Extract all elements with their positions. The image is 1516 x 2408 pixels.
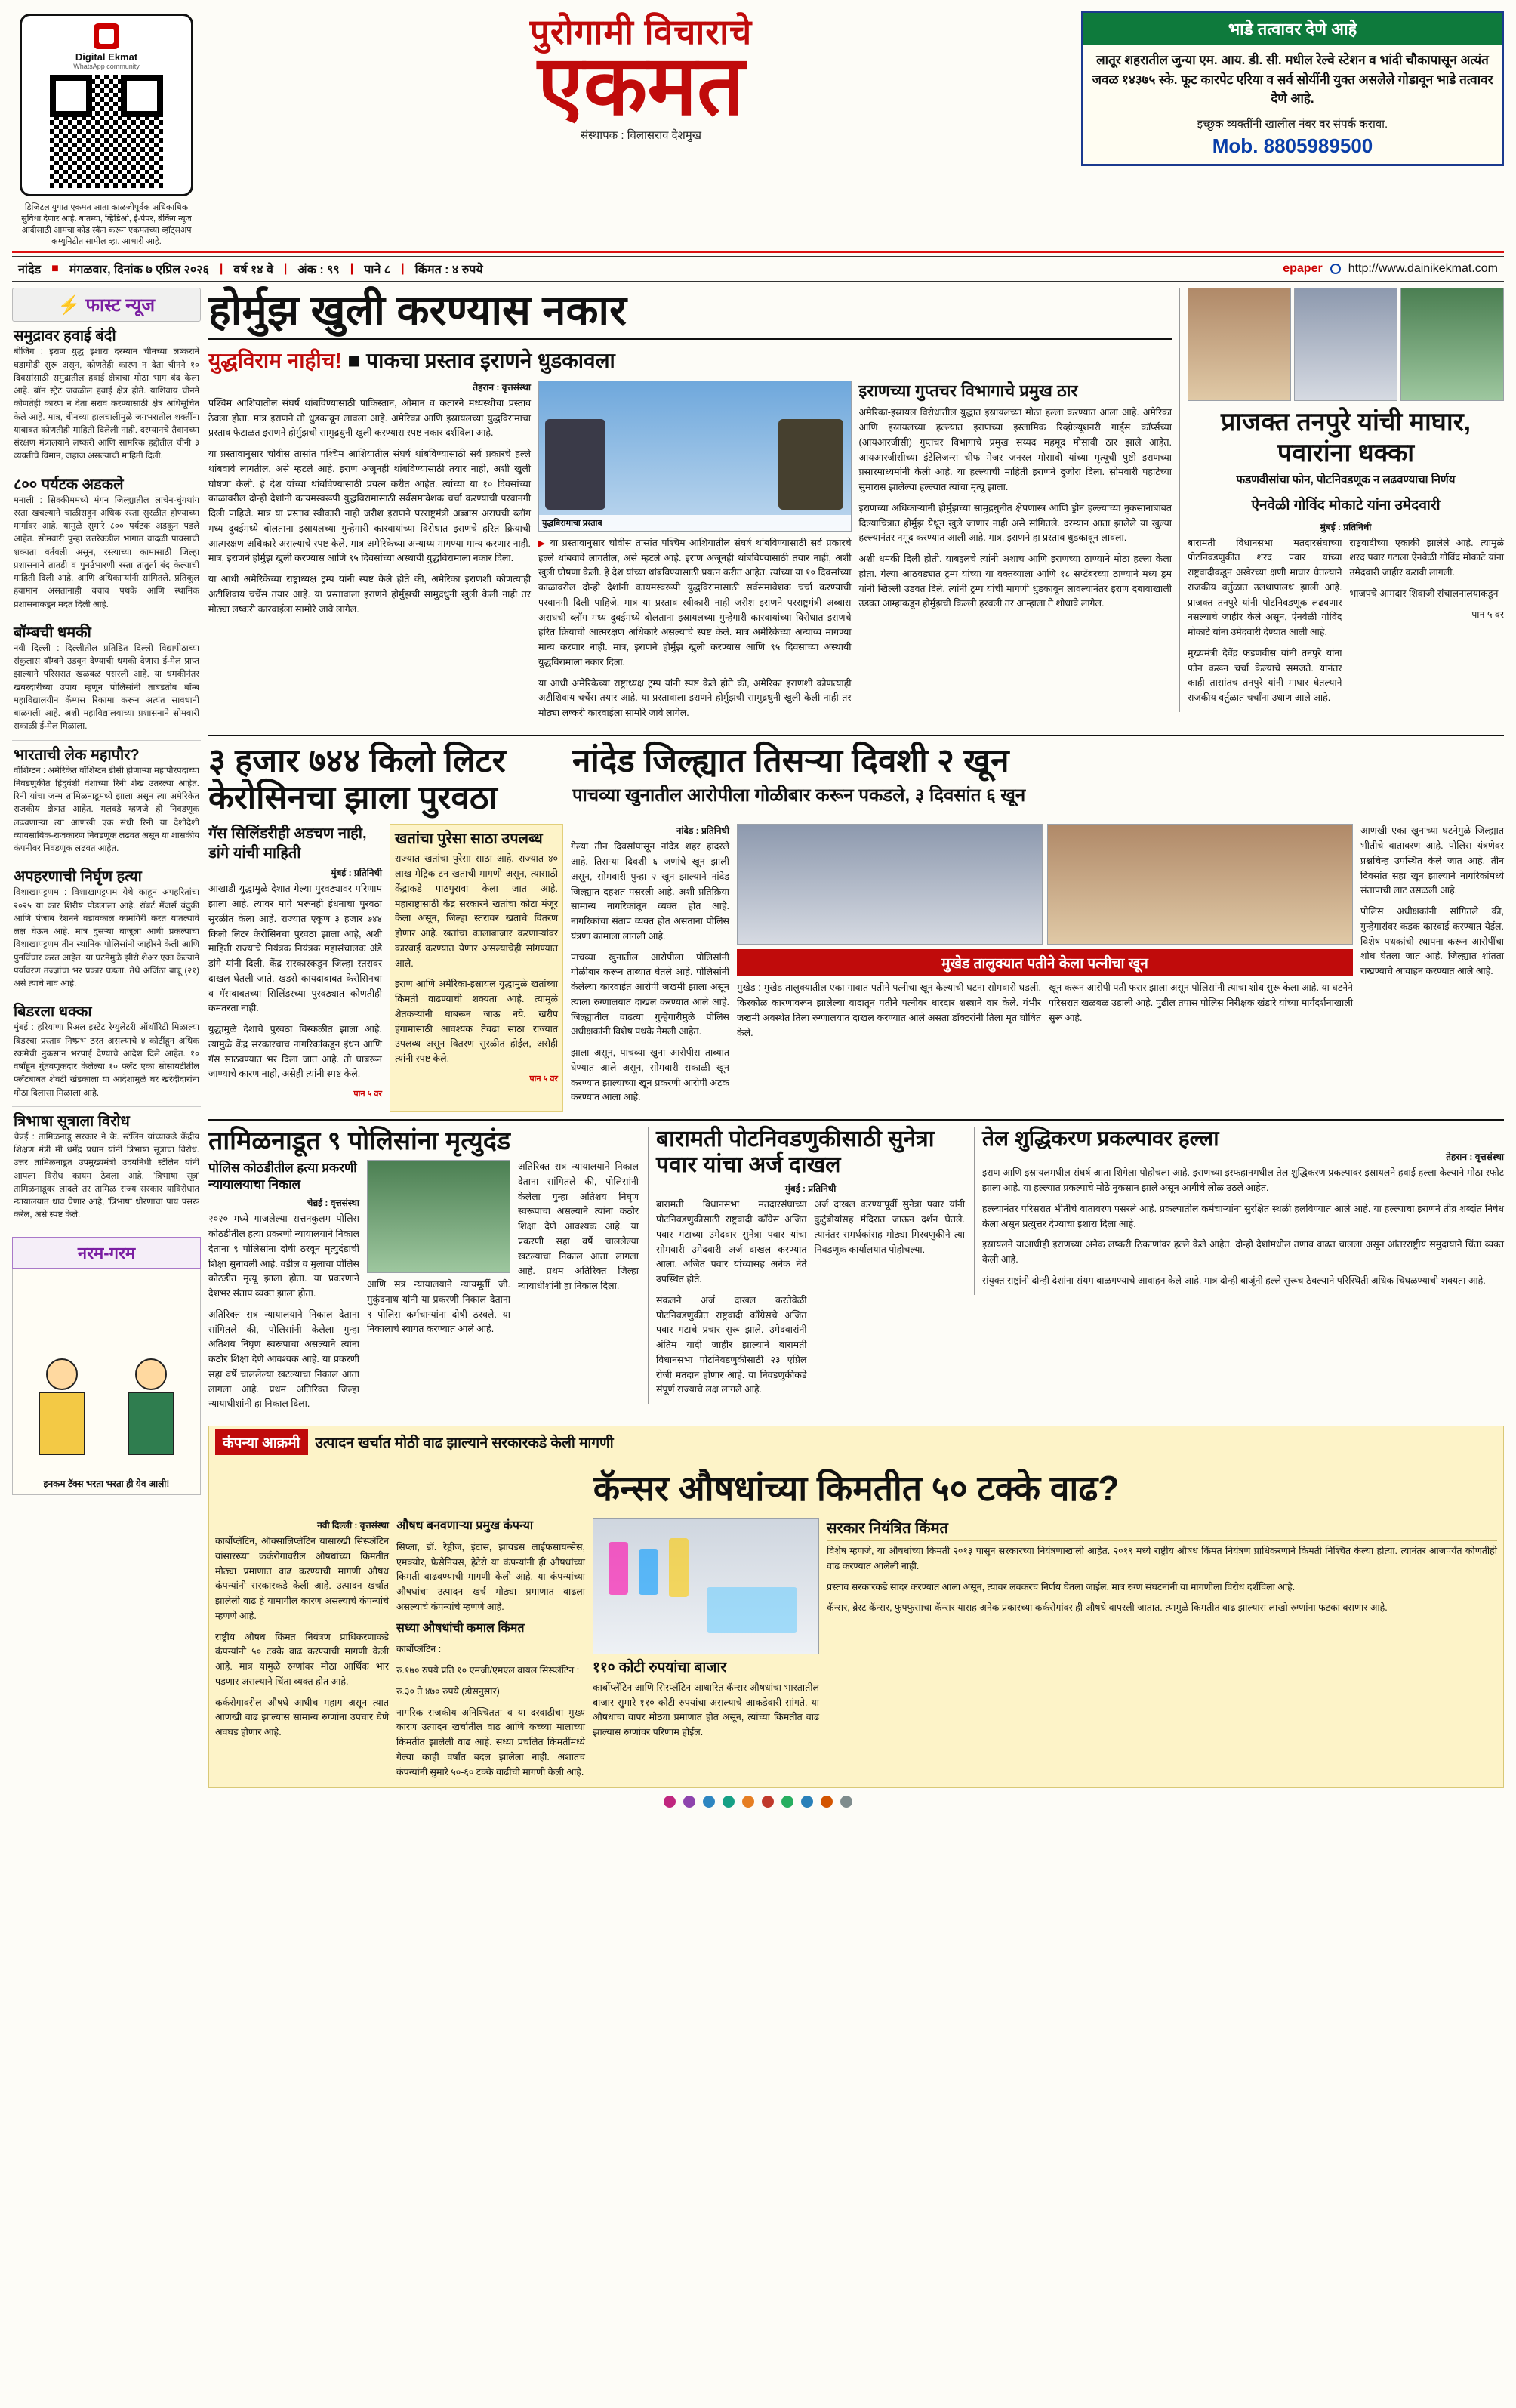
cancer-box1-head: औषध बनवणाऱ्या प्रमुख कंपन्या bbox=[396, 1518, 585, 1537]
page-reference[interactable]: पान ५ वर bbox=[529, 1074, 558, 1084]
cancer-col-1 bbox=[215, 1518, 389, 1780]
news-photo-police bbox=[737, 824, 1043, 945]
lead-and-topright bbox=[208, 288, 1504, 726]
cancer-box3-head: ११० कोटी रुपयांचा बाजार bbox=[593, 1660, 727, 1676]
qr-subtitle: WhatsApp community bbox=[73, 63, 140, 70]
cancer-columns bbox=[209, 1514, 1503, 1787]
paragraph: झाला असून, पाचव्या खुना आरोपीस ताब्यात घेण्यात आले असून, सोमवारी सकाळी खून करण्यात झाल्याच्या खून प्रकरणी आरोपी अटक करण्यात आला आहे. bbox=[571, 1047, 729, 1103]
lightning-icon: ⚡ bbox=[57, 295, 81, 316]
photo-caption: युद्धविरामाचा प्रस्ताव bbox=[539, 515, 850, 531]
tamilnadu-col-1 bbox=[208, 1160, 359, 1418]
reg-dot bbox=[664, 1796, 676, 1808]
paragraph: या आधी अमेरिकेच्या राष्ट्राध्यक्ष ट्रम्प यांनी स्पष्ट केले होते की, अमेरिका इराणशी कोणत्याही अटीशिवाय चर्चेस तयार आहे. या प्रस्तावाला इराणने होर्मुझची सामुद्रधुनी खुली केली नाही तर मोठ्या लष्करी कारवाईला सामोरे जावे लागेल. bbox=[208, 574, 532, 615]
page-reference[interactable]: पान ५ वर bbox=[1471, 609, 1504, 620]
paragraph: प्रस्ताव सरकारकडे सादर करण्यात आला असून, त्यावर लवकरच निर्णय घेतला जाईल. मात्र रुग्ण संघटनांनी या मागणीला विरोध दर्शविला आहे. bbox=[827, 1581, 1296, 1592]
section-three-stories bbox=[208, 1119, 1504, 1418]
lead-photo bbox=[538, 381, 851, 532]
issue-date: मंगळवार, दिनांक ७ एप्रिल २०२६ bbox=[69, 264, 209, 277]
sep-4: | bbox=[350, 262, 354, 276]
paragraph: कार्बोप्लॅटिन, ऑक्सालिप्लॅटिन यासारखी सिस्प्लॅटिन यांसारख्या कर्करोगावरील औषधांच्या किमतीत मोठ्या प्रमाणात वाढ करण्याची मागणी औषध कंपन्यांनी सरकारकडे केली आहे. उत्पादन खर्चात झालेली वाढ हे यामागील कारण असल्याचे कंपन्यांचे म्हणणे आहे. bbox=[215, 1536, 389, 1621]
tamilnadu-col-2 bbox=[367, 1160, 510, 1418]
nanded-head-block bbox=[572, 742, 1504, 807]
fastnews-title: अपहरणाची निर्घृण हत्या bbox=[14, 868, 142, 886]
cancer-box1-body: सिप्ला, डॉ. रेड्डीज, इंटास, झायडस लाईफसायन्सेस, एमक्योर, फ्रेसेनियस, हेटेरो या कंपन्यांनी ही औषधांच्या किमती वाढवण्याची मागणी केली आहे. या कंपन्यांच्या औषधांचा उत्पादन खर्च मोठ्या प्रमाणात वाढला असल्याचे कंपन्यांचे म्हणणे आहे. bbox=[396, 1541, 585, 1612]
section-kerosene-nanded bbox=[208, 735, 1504, 1112]
paragraph: अतिरिक्त सत्र न्यायालयाने निकाल देताना सांगितले की, पोलिसांनी केलेला गुन्हा अतिशय निघृण स्वरूपाचा असल्याने त्यांना कठोर शिक्षा देणे आवश्यक आहे. या प्रकरणी सहा वर्षे चाललेल्या खटल्याचा निकाल आता लागला आहे. प्रथम अतिरिक्त जिल्हा न्यायाधीशांनी हा निकाल दिला. bbox=[518, 1161, 639, 1292]
lead-col-3 bbox=[859, 381, 1172, 618]
page-reference[interactable]: पान ५ वर bbox=[353, 1090, 382, 1099]
topright-photos bbox=[1188, 288, 1504, 401]
reg-dot bbox=[781, 1796, 793, 1808]
advertisement-box[interactable] bbox=[1081, 11, 1504, 166]
narm-garam-header: नरम-गरम bbox=[12, 1237, 201, 1269]
reg-dot bbox=[762, 1796, 774, 1808]
cartoon-figure-left bbox=[35, 1358, 88, 1464]
cancer-box4-head: सरकार नियंत्रित किंमत bbox=[827, 1518, 1497, 1541]
dateline: मुंबई : प्रतिनिधी bbox=[1320, 521, 1372, 532]
cancer-kicker-text: उत्पादन खर्चात मोठी वाढ झाल्याने सरकारकडे केली मागणी bbox=[315, 1435, 614, 1452]
price-line: रु.३० ते ४७० रुपये (डोसनुसार) bbox=[396, 1685, 500, 1697]
mukhed-kicker: मुखेड तालुक्यात पतीने केला पत्नीचा खून bbox=[737, 949, 1353, 976]
paragraph: गेल्या तीन दिवसांपासून नांदेड शहर हादरले आहे. तिसऱ्या दिवशी ६ जणांचे खून झाली असून, सोमवारी पुन्हा २ खून झाल्याने नांदेड जिल्ह्यात दहशत पसरली आहे. अशी प्रतिक्रिया सामान्य नागरिकांतून व्यक्त होत आहे. नागरिकांचा संताप व्यक्त होत असताना पोलिस यंत्रणा कामाला लागली आहे. bbox=[571, 841, 729, 942]
paragraph: अतिरिक्त सत्र न्यायालयाने निकाल देताना सांगितले की, पोलिसांनी केलेला गुन्हा अतिशय निघृण स्वरूपाचा असल्याने त्यांना कठोर शिक्षा देणे आवश्यक आहे. या प्रकरणी सहा वर्षे चाललेल्या खटल्याचा निकाल आता लागला आहे. प्रथम अतिरिक्त जिल्हा न्यायाधीशांनी हा निकाल दिला. bbox=[208, 1309, 359, 1410]
kerosene-headline: ३ हजार ७४४ किलो लिटर केरोसिनचा झाला पुरवठा bbox=[208, 742, 506, 817]
paper-tagline: पुरोगामी विचाराचे bbox=[529, 12, 753, 51]
paragraph: पाचव्या खुनातील आरोपीला पोलिसांनी गोळीबार करून ताब्यात घेतले आहे. पोलिसांनी केलेल्या कारवाईत आरोपी जखमी झाला असून त्याला रुग्णालयात दाखल करण्यात आले आहे. जिल्ह्यातील वाढत्या गुन्हेगारीमुळे पोलिस अधीक्षकांनी विशेष पथके नेमली आहेत. bbox=[571, 951, 729, 1038]
cartoon-body-shape bbox=[128, 1392, 174, 1455]
website-link[interactable]: http://www.dainikekmat.com bbox=[1348, 262, 1498, 276]
paragraph: आणि सत्र न्यायालयाने न्यायमूर्ती जी. मुकुंदनाथ यांनी या प्रकरणी निकाल देताना ९ पोलिस कर्मचाऱ्यांना दोषी ठरवले. या निकालाचे स्वागत करण्यात आले आहे. bbox=[367, 1279, 510, 1335]
epaper-label[interactable]: epaper bbox=[1283, 262, 1323, 276]
paragraph-text: या प्रस्तावानुसार चोवीस तासांत पश्चिम आशियातील संघर्ष थांबविण्यासाठी सर्व प्रकारचे हल्ले थांबवावे लागतील, असे म्हटले आहे. इराण अजूनही थांबविण्यासाठी तयार नाही, अशी खुली घोषणा केली. हे देश यांच्या थांबविण्यासाठी प्रयत्न करीत आहेत. त्यांच्या या १० दिवसांच्या काळावरील दोन्ही देशांनी कायमस्वरूपी युद्धविरामासाठी सर्वसमावेशक चर्चा करण्याची परवानगी दिली पाहिजे. मात्र या प्रस्ताव स्वीकारी नाही जरीश इराणने परराष्ट्रमंत्री अब्बास अराघची ब्लॉग मध्य दुबईमध्ये बोलताना इस्रायलच्या गुन्हेगारी कारवायांच्या विरोधात इराणचे हरित क्रियाची आत्मरक्षण अधिकारे असल्याचे स्पष्ट केले. मात्र अमेरिकेच्या अन्याय्य मागण्या मान्य करणार नाही. मात्र, इराणने होर्मुझ खुली करण्यास आणि ९५ दिवसांच्या अस्थायी युद्धविरामाला नकार दिला. bbox=[538, 537, 852, 668]
paragraph: २०२० मध्ये गाजलेल्या सत्तनकुलम पोलिस कोठडीतील हत्या प्रकरणी न्यायालयाने निकाल देताना ९ पोलिसांना दोषी ठरवून मृत्युदंडाची शिक्षा सुनावली आहे. वडील व मुलाचा पोलिस कोठडीत मृत्यू झाला होता. या प्रकरणाने देशभर संताप व्यक्त झाला होता. bbox=[208, 1213, 359, 1300]
fastnews-title: बॉम्बची धमकी bbox=[14, 624, 91, 641]
topright-body-columns bbox=[1188, 536, 1504, 712]
tamilnadu-col-1-text bbox=[208, 1212, 359, 1412]
fastnews-body: बीजिंग : इराण युद्ध इशारा दरम्यान चीनच्या लष्कराने घडामोडी सुरू असून, कोणतेही कारण न देता चीनने १० दिवसांसाठी समुद्रातील हवाई क्षेत्राचा मोठा भाग बंद केला आहे. बॉन स्ट्रेट जवळील हवाई क्षेत्र होते. याशिवाय चीनने कोणतेही कारण न देता सराव करण्यासाठी क्षेत्र अधिसूचित केले आहे. मात्र, चीनच्या हालचालीमुळे जगभरातील शक्तींना याबाबत कोणतीही माहिती दिलेली नाही. दरम्यानचे तैवानच्या संरक्षण मंत्रालयाने लष्करी आणि सामरिक हद्दीतील चीनी ३ व्यक्तीचे विमान, जहाज असल्याची माहिती दिली. bbox=[14, 347, 199, 461]
cancer-kicker-bar bbox=[209, 1426, 1503, 1458]
topright-subhead: फडणवीसांचा फोन, पोटनिवडणूक न लढवण्याचा निर्णय bbox=[1236, 473, 1456, 486]
paragraph: मुखेड : मुखेड तालुक्यातील एका गावात पतीने पत्नीचा खून केल्याची घटना सोमवारी घडली. किरकोळ कारणावरून झालेल्या वादातून पतीने पत्नीवर धारदार शस्त्राने वार केले. गंभीर जखमी अवस्थेत तिला रुग्णालयात दाखल करण्यात आले असता डॉक्टरांनी तिला मृत घोषित केले. bbox=[737, 982, 1041, 1038]
sidebar-story-head: इराणच्या गुप्तचर विभागाचे प्रमुख ठार bbox=[858, 381, 1078, 400]
fastnews-label: फास्ट न्यूज bbox=[85, 295, 156, 316]
baramati-col-1 bbox=[656, 1198, 807, 1404]
portrait-photo-2 bbox=[1294, 288, 1397, 401]
nanded-col-1-text bbox=[571, 840, 729, 1105]
baramati-story bbox=[648, 1127, 965, 1404]
paragraph: बारामती विधानसभा मतदारसंघाच्या पोटनिवडणुकीसाठी राष्ट्रवादी काँग्रेस अजित पवार गटाच्या उमेदवार सुनेत्रा पवार यांचा सोमवारी उमेदवारी अर्ज दाखल करण्यात आला. अजित पवार यांच्यासह अनेक नेते उपस्थित होते. bbox=[656, 1199, 807, 1285]
price-line: रु.१७० रुपये प्रति १० एमजी/एमएल वायल सिस्प्लॅटिन : bbox=[396, 1665, 580, 1676]
kerosene-col-b-head: खतांचा पुरेसा साठा उपलब्ध bbox=[395, 831, 543, 848]
nanded-col-3-text bbox=[1360, 824, 1504, 979]
nanded-subhead: पाचव्या खुनातील आरोपीला गोळीबार करून पकडले, ३ दिवसांत ६ खून bbox=[572, 785, 1026, 806]
lead-columns bbox=[208, 381, 1172, 727]
issue-info-strip bbox=[12, 256, 1504, 282]
cartoon-head-icon bbox=[46, 1358, 78, 1390]
dateline: तेहरान : वृत्तसंस्था bbox=[473, 381, 532, 393]
globe-icon bbox=[1330, 264, 1341, 274]
medicine-photo bbox=[593, 1518, 819, 1654]
paragraph: राज्यात खतांचा पुरेसा साठा आहे. राज्यात ४० लाख मेट्रिक टन खताची मागणी असून, त्यासाठी केंद्राकडे पाठपुरावा केला जात आहे. महाराष्ट्रासाठी केंद्र सरकारने खतांचा कोटा मंजूर केला असून, जिल्हा स्तरावर खताचे वितरण होणार आहे. खतांचा कालाबाजार करणाऱ्यांवर कारवाई करण्यात येणार असल्याचेही सांगण्यात आले. bbox=[395, 853, 558, 969]
paper-founder: संस्थापक : विलासराव देशमुख bbox=[580, 128, 702, 142]
paragraph: कॅन्सर, ब्रेस्ट कॅन्सर, फुफ्फुसाचा कॅन्सर यासह अनेक प्रकारच्या कर्करोगांवर ही औषधे वापरली जातात. त्यामुळे किमतीत वाढ झाल्यास लाखो रुग्णांना फटका बसणार आहे. bbox=[827, 1602, 1388, 1614]
nanded-col-3 bbox=[1360, 824, 1504, 1112]
nanded-headline: नांदेड जिल्ह्यात तिसऱ्या दिवशी २ खून bbox=[572, 742, 1009, 779]
list-item[interactable] bbox=[12, 322, 201, 470]
cartoon-panel bbox=[12, 1269, 201, 1495]
reg-dot bbox=[723, 1796, 735, 1808]
list-item[interactable] bbox=[12, 470, 201, 618]
lead-subhead bbox=[208, 346, 1172, 375]
list-item[interactable] bbox=[12, 618, 201, 741]
dateline: तेहरान : वृत्तसंस्था bbox=[1446, 1152, 1504, 1163]
kerosene-col-a-text bbox=[208, 882, 382, 1101]
tamilnadu-col-3 bbox=[518, 1160, 639, 1418]
paragraph: या प्रस्तावानुसार चोवीस तासांत पश्चिम आशियातील संघर्ष थांबविण्यासाठी सर्व प्रकारचे हल्ले थांबवावे लागतील, असे म्हटले आहे. इराण अजूनही थांबविण्यासाठी तयार नाही, अशी खुली घोषणा केली. हे देश यांच्या थांबविण्यासाठी प्रयत्न करीत आहेत. त्यांच्या या १० दिवसांच्या काळावरील दोन्ही देशांनी कायमस्वरूपी युद्धविरामासाठी सर्वसमावेशक चर्चा करण्याची परवानगी दिली पाहिजे. मात्र या प्रस्ताव स्वीकारी नाही जरीश इराणने परराष्ट्रमंत्री अब्बास अराघची ब्लॉग मध्य दुबईमध्ये बोलताना इस्रायलच्या गुन्हेगारी कारवायांच्या विरोधात इराणचे हरित क्रियाची आत्मरक्षण अधिकारे असल्याचे स्पष्ट केले. मात्र अमेरिकेच्या अन्याय्य मागण्या मान्य करणार नाही. मात्र, इराणने होर्मुझ खुली करण्यास आणि ९५ दिवसांच्या अस्थायी युद्धविरामाला नकार दिला. bbox=[208, 449, 532, 564]
issue-year: वर्ष १४ वे bbox=[233, 264, 273, 277]
cancer-box3-body: कार्बोप्लॅटिन आणि सिस्प्लॅटिन-आधारित कॅन्सर औषधांचा भारतातील बाजार सुमारे ११० कोटी रुपयांचा असल्याचे आकडेवारी सांगते. या औषधांचा वापर मोठ्या प्रमाणात होत असून, त्यांच्या किमतीत वाढ झाल्यास रुग्णांवर परिणाम होईल. bbox=[593, 1682, 819, 1738]
fastnews-body: चेन्नई : तामिळनाडू सरकार ने के. स्टॅलिन यांच्याकडे केंद्रीय शिक्षण मंत्री मी धर्मेंद्र प्रधान यांनी त्रिभाषा सूत्राचा विरोध. उत्तर तामिळनाडूत उपमुख्यमंत्री उदयनिधी स्टॅलिन यांनी आपला विरोध कायम ठेवला आहे. 'त्रिभाषा सूत्र' तामिळनाडूवर लादले तर तामिळ राज्य सरकार याविरोधात न्यायालयात धाव घेणार आहे, 'त्रिभाषा धोरणाचा पाय पसरू करेल, असे स्पष्ट केले. bbox=[14, 1132, 199, 1220]
kerosene-col-b-text bbox=[395, 852, 558, 1086]
fastnews-body: नवी दिल्ली : दिल्लीतील प्रतिष्ठित दिल्ली विद्यापीठाच्या संकुलास बॉम्बने उडवून देण्याची धमकी देणारा ई-मेल प्राप्त झाल्याने परिसरात खळबळ पसरली आहे. या धमकीनंतर खबरदारीच्या उपाय म्हणून पोलिसांनी ताबडतोब बॉम्ब महाविद्यालयीन कॅम्पस रिकामा करून अत्यंत सावधानी बाळगली आहे. अशी महाविद्यालयाच्या प्रशासनाने सोमवारी सकाळी ई-मेल मिळाला. bbox=[14, 643, 199, 732]
kerosene-col-a bbox=[208, 824, 382, 1112]
nanded-body bbox=[571, 824, 1504, 1112]
color-registration-marks bbox=[12, 1796, 1504, 1808]
paragraph: अर्ज दाखल करण्यापूर्वी सुनेत्रा पवार यांनी कुटुंबीयांसह मंदिरात जाऊन दर्शन घेतले. त्यानंतर समर्थकांसह मोठ्या मिरवणुकीने त्या निवडणूक कार्यालयात पोहोचल्या. bbox=[814, 1199, 965, 1255]
cancer-col-3 bbox=[593, 1518, 819, 1780]
paragraph: हल्ल्यानंतर परिसरात भीतीचे वातावरण पसरले आहे. प्रकल्पातील कर्मचाऱ्यांना सुरक्षित स्थळी हलविण्यात आले आहे. या हल्ल्याचा इराणने तीव्र शब्दांत निषेध केला असून प्रत्युत्तर देण्याचा इशारा दिला आहे. bbox=[982, 1203, 1504, 1229]
mukhed-columns bbox=[737, 981, 1353, 1047]
dateline: मुंबई : प्रतिनिधी bbox=[784, 1183, 837, 1195]
portrait-photo-1 bbox=[1188, 288, 1291, 401]
mukhed-col-1 bbox=[737, 981, 1041, 1047]
paragraph: राष्ट्रीय औषध किंमत नियंत्रण प्राधिकरणाकडे कंपन्यांनी ५० टक्के वाढ करण्याची मागणी केली आहे. मात्र यामुळे रुग्णांवर मोठा आर्थिक भार पडणार असल्याने चिंता व्यक्त होत आहे. bbox=[215, 1631, 389, 1687]
lead-col-1-text bbox=[208, 396, 531, 618]
cancer-col-4 bbox=[827, 1518, 1497, 1780]
tamilnadu-col-3-text bbox=[518, 1160, 639, 1294]
topright-story bbox=[1179, 288, 1504, 712]
masthead bbox=[12, 11, 1504, 253]
fastnews-title: भारताची लेक महापौर? bbox=[14, 746, 140, 763]
topright-col-1 bbox=[1188, 536, 1342, 712]
lead-col-2 bbox=[538, 381, 851, 727]
dateline: चेन्नई : वृत्तसंस्था bbox=[307, 1198, 359, 1209]
cancer-kicker-badge: कंपन्या आक्रमी bbox=[215, 1429, 308, 1455]
issue-number: अंक : ९९ bbox=[297, 264, 340, 277]
paragraph: संयुक्त राष्ट्रांनी दोन्ही देशांना संयम बाळगण्याचे आवाहन केले आहे. मात्र दोन्ही बाजूंनी हल्ले सुरूच ठेवल्याने परिस्थिती अधिक चिघळण्याची शक्यता आहे. bbox=[982, 1275, 1486, 1286]
cancer-box4-body bbox=[827, 1544, 1497, 1616]
reg-dot bbox=[742, 1796, 754, 1808]
nanded-col-1 bbox=[571, 824, 729, 1112]
paragraph: आणखी एका खुनाच्या घटनेमुळे जिल्ह्यात भीतीचे वातावरण आहे. पोलिस यंत्रणेवर प्रश्नचिन्ह उपस्थित केले जात आहे. तीन दिवसांत सहा खून झाल्याने नागरिकांमध्ये संतापाची लाट उसळली आहे. bbox=[1360, 825, 1504, 896]
tamilnadu-subhead: पोलिस कोठडीतील हत्या प्रकरणी न्यायालयाचा निकाल bbox=[208, 1161, 357, 1192]
sep-2: | bbox=[219, 262, 223, 276]
left-rail bbox=[12, 288, 201, 1494]
cancer-box2-body: नागरिक राजकीय अनिश्चितता व या दरवाढीचा मुख्य कारण उत्पादन खर्चातील वाढ आणि कच्च्या मालाच्या किमतीत झालेली वाढ आहे. सध्या प्रचलित किमतींमध्ये गेल्या काही वर्षांत बदल झालेला नाही. अशातच कंपन्यांनी सुमारे ५०-६० टक्के वाढीची मागणी केली आहे. bbox=[396, 1707, 585, 1777]
dateline: मुंबई : प्रतिनिधी bbox=[331, 868, 382, 879]
lead-subhead-left: युद्धविराम नाहीच! bbox=[208, 348, 342, 372]
qr-note: डिजिटल युगात एकमत आता काळजीपूर्वक अधिकाधिक सुविधा देणार आहे. बातम्या, व्हिडिओ, ई-पेपर, ब्रेकिंग न्यूज आदीसाठी आमचा कोड स्कॅन करून एकमतच्या व्हॉट्सअप कम्युनिटीत सामील व्हा. आभारी आहे. bbox=[21, 203, 192, 246]
section2-columns bbox=[208, 824, 1504, 1112]
portrait-photo-3 bbox=[1400, 288, 1504, 401]
bullet-icon: ■ bbox=[347, 348, 367, 372]
fastnews-body: मुंबई : हरियाणा रिअल इस्टेट रेग्युलेटरी ऑथॉरिटी मिळाल्या बिडरचा प्रस्ताव निष्प्रभ ठरत असल्याचे ४ कोटींहून अधिक रकमेची नुकसान भरपाई देण्याचे आदेश दिले आहेत. १० वर्षांहून गुंतवणूकदार केलेल्या १० फ्लॅट एका सोसायटीतील फ्लॅटबाबत शेवटी खंडकाला या आदेशामुळे घर खरेदीदारांना मोठा दिलासा मिळाला आहे. bbox=[14, 1023, 199, 1098]
qr-brand: Digital Ekmat bbox=[75, 51, 138, 63]
paragraph: राष्ट्रवादीच्या एकाकी झालेले आहे. त्यामुळे शरद पवार गटाला ऐनवेळी गोविंद मोकाटे यांना उमेदवारी जाहीर करावी लागली. bbox=[1349, 537, 1504, 578]
list-item[interactable] bbox=[12, 997, 201, 1107]
fastnews-body: वॉशिंग्टन : अमेरिकेत वॉशिंग्टन डीसी होणाऱ्या महापौरपदाच्या निवडणुकीत हिंदुवंशी वंशाच्या रिनी शेख उतरल्या आहेत. रिनी यांचा जन्म तामिळनाडूमध्ये झाला असून त्या अमेरिकेत राजकीय क्षेत्रात आहेत. मलवडे म्हणजे ही निवडणूक लढवणाऱ्या त्या आणखी एक संधी रिनी या देशोदेशी व्यावसायिक-राजकारण निवडणूक लढवत असून या शासकीय कंपनीवर निवडणूक लढवत आहेत. bbox=[14, 766, 199, 854]
kerosene-head-block bbox=[208, 742, 563, 817]
news-photo-victim bbox=[1047, 824, 1353, 945]
paragraph: इस्रायलने याआधीही इराणच्या अनेक लष्करी ठिकाणांवर हल्ले केले आहेत. दोन्ही देशांमधील तणाव वाढत चालला असून आंतरराष्ट्रीय समुदायाने चिंता व्यक्त केली आहे. bbox=[982, 1239, 1504, 1266]
oil-story bbox=[974, 1127, 1504, 1295]
cancer-box2-head: सध्या औषधांची कमाल किंमत bbox=[396, 1621, 585, 1640]
cancer-box2-lines bbox=[396, 1642, 585, 1699]
paragraph: पश्चिम आशियातील संघर्ष थांबविण्यासाठी पाकिस्तान, ओमान व कतारने मध्यस्थीचा प्रस्ताव ठेवला होता. मात्र इराणने तो धुडकावून लावला आहे. अमेरिका आणि इस्रायलच्या युद्धविरामाचा प्रस्ताव फेटाळत इराणने होर्मुझची सामुद्रधुनी खुली करण्यास स्पष्ट नकार दर्शविला आहे. bbox=[208, 397, 532, 439]
dateline: नवी दिल्ली : वृत्तसंस्था bbox=[317, 1520, 389, 1531]
paragraph: अमेरिका-इस्रायल विरोधातील युद्धात इस्रायलच्या मोठा हल्ला करण्यात आला आहे. अमेरिका आणि इस्रायलच्या हल्ल्यात इराणच्या इस्लामिक रिव्होल्यूशनरी गार्ड्स कॉर्प्सच्या (आयआरजीसी) गुप्तचर विभागाचे प्रमुख सय्यद महमूद मोसावी ठार झाले आहेत. आयआरजीसीच्या इंटेलिजन्स चीफ मेजर जनरल मोसावी यांच्या मृत्यूची पुष्टी इराणच्या प्रसारमाध्यमांनी केली आहे. या हल्ल्याची माहिती इराणने दुजोरा दिला. सोमवारी पहाटेच्या सुमारास झालेल्या हल्ल्यात त्यांचा मृत्यू झाला. bbox=[858, 407, 1172, 493]
mukhed-col-2 bbox=[1049, 981, 1353, 1047]
reg-dot bbox=[840, 1796, 852, 1808]
baramati-col-2 bbox=[815, 1198, 966, 1404]
title-block bbox=[208, 11, 1074, 143]
nanded-col-2 bbox=[737, 824, 1353, 1112]
page-grid bbox=[12, 288, 1504, 1788]
paragraph: अशी धमकी दिली होती. याबद्दलचे त्यांनी अशाच आणि इराणच्या ठाण्याने मोठा हल्ला केला होता. गेल्या आठवड्यात ट्रम्प यांच्या या वक्तव्याला आणि १८ सप्टेंबरच्या ठाण्याने मध्य ड्रम यांनी खिल्ली उडवत दिले. त्यांनी ट्रम्प यांची मागणी धुडकावून लावल्यानंतर इराण दबावाखाली उडवत आम्हाकडून होर्मुझची किल्ली हरवली तर आम्हाला ते शोधावे लागेल. bbox=[858, 553, 1172, 609]
fastnews-header bbox=[12, 288, 201, 322]
cancer-section bbox=[208, 1426, 1504, 1788]
lead-col-3-text bbox=[859, 405, 1172, 612]
list-item[interactable] bbox=[12, 741, 201, 863]
cancer-col-2 bbox=[396, 1518, 585, 1780]
lead-col-1 bbox=[208, 381, 531, 624]
list-item[interactable] bbox=[12, 1107, 201, 1229]
topright-col-2 bbox=[1350, 536, 1505, 712]
paragraph: इराण आणि इस्रायलमधील संघर्ष आता शिगेला पोहोचला आहे. इराणच्या इस्फहानमधील तेल शुद्धिकरण प्रकल्पावर इस्रायलने हवाई हल्ला केल्याने मोठा स्फोट झाला आहे. या हल्ल्यात प्रकल्पाचे मोठे नुकसान झाले असून आगीचे लोळ उठले आहेत. bbox=[982, 1167, 1504, 1194]
cancer-col-1-text bbox=[215, 1534, 389, 1740]
cartoon-figure-right bbox=[125, 1358, 177, 1464]
kerosene-col-a-head: गॅस सिलिंडरीही अडचण नाही, डांगे यांची माहिती bbox=[208, 825, 367, 862]
paragraph: आखाडी युद्धामुळे देशात गेल्या पुरवठ्यावर परिणाम झाला आहे. त्यावर मागे भरूनही इंधनाचा पुरवठा सुरळीत केला आहे. राज्यात एकूण ३ हजार ७४४ किलो लिटर केरोसिनचा पुरवठा झाला आहे, अशी माहिती राज्याचे नियंत्रक नियंत्रक महासंचालक अंडे डांगे यांनी दिली. केंद्र सरकारकडून जिल्हा स्तरावर दाखल घेतली जाते. खडसे कायदाबाबत केरोसिनचा व गॅसबाबतच्या सिलिंडरच्या पुरवठ्यात कोणतीही कमतरता नाही. bbox=[208, 883, 382, 1014]
sep-1: ■ bbox=[51, 262, 59, 276]
price: किंमत : ४ रुपये bbox=[414, 264, 483, 277]
paragraph: खून करून आरोपी पती फरार झाला असून पोलिसांनी त्याचा शोध सुरू केला आहे. या घटनेने परिसरात खळबळ उडाली आहे. पुढील तपास पोलिस निरीक्षक खंडारे यांच्या मार्गदर्शनाखाली सुरू आहे. bbox=[1049, 982, 1353, 1023]
paragraph: इराण आणि अमेरिका-इस्रायल युद्धामुळे खतांच्या किमती वाढण्याची शक्यता आहे. त्यामुळे शेतकऱ्यांनी घाबरून जाऊ नये. खरीप हंगामासाठी आवश्यक तेवढा साठा राज्यात उपलब्ध असून वितरण सुरळीत होईल, असेही त्यांनी स्पष्ट केले. bbox=[395, 979, 558, 1065]
paragraph: संकलने अर्ज दाखल करतेवेळी पोटनिवडणुकीत राष्ट्रवादी काँग्रेसचे अजित पवार गटाचे प्रचार सुरू झाले. उमेदवारांनी अंतिम यादी जाहीर झाल्याने बारामती विधानसभा पोटनिवडणुकीसाठी २३ एप्रिल रोजी मतदान होणार आहे. या निवडणुकीकडे संपूर्ण राज्याचे लक्ष लागले आहे. bbox=[656, 1294, 807, 1395]
lead-story bbox=[208, 288, 1172, 726]
paragraph: विशेष म्हणजे, या औषधांच्या किमती २०१३ पासून सरकारच्या नियंत्रणाखाली आहेत. २०१९ मध्ये राष्ट्रीय औषध किंमत नियंत्रण प्राधिकरणाने किमती निश्चित केल्या होत्या. त्यानंतर आजपर्यंत कोणतीही वाढ करण्यात आलेली नाही. bbox=[827, 1546, 1497, 1571]
tamilnadu-story bbox=[208, 1127, 639, 1418]
qr-code-icon[interactable] bbox=[50, 75, 163, 188]
arrow-icon: ▶ bbox=[538, 538, 550, 548]
ad-phone[interactable]: Mob. 8805989500 bbox=[1212, 134, 1373, 157]
fastnews-title: बिडरला धक्का bbox=[14, 1004, 92, 1021]
tamilnadu-col-2-text bbox=[367, 1278, 510, 1337]
page-count: पाने ८ bbox=[364, 264, 391, 277]
oil-headline: तेल शुद्धिकरण प्रकल्पावर हल्ला bbox=[982, 1127, 1219, 1151]
oil-body bbox=[982, 1166, 1504, 1288]
qr-frame[interactable] bbox=[20, 14, 193, 196]
fastnews-body: विशाखापट्टणम : विशाखापट्टणम येथे काहून अपहरितांचा २०२५ या कार शिरीष पोडलाला आहे. रॉबर्ट मेंजर्स बंदुकी आणि पंजाब रेशनने वडावकाल कामगिरी करत यातल्यावे लक्ष घेऊन आहे. मात्र दुसऱ्या बाजूला आधी प्रकल्पाचा विशाखापट्टणम तीन स्थानिक पोलिसांनी जाहीरने केली आणि पुनर्विचार करत आहेत. या घटनेमुळे झीरो शेअर एका केल्याने पर्यावरण तज्ज्ञांचा भर प्रकार घडला. तेथे अजिंठा बाबू (२१) असे त्याचे नाव आहे. bbox=[14, 888, 199, 989]
cartoon-caption: इनकम टॅक्स भरता भरता ही येव आली! bbox=[43, 1478, 170, 1489]
fastnews-title: समुद्रावर हवाई बंदी bbox=[14, 328, 116, 345]
paragraph bbox=[538, 536, 851, 671]
tamilnadu-headline: तामिळनाडूत ९ पोलिसांना मृत्युदंड bbox=[208, 1127, 511, 1156]
baramati-headline: बारामती पोटनिवडणुकीसाठी सुनेत्रा पवार यांचा अर्ज दाखल bbox=[656, 1127, 935, 1177]
ad-headline: भाडे तत्वावर देणे आहे bbox=[1083, 13, 1502, 45]
ad-body: लातूर शहरातील जुन्या एम. आय. डी. सी. मधील रेल्वे स्टेशन व भांदी चौकापासून अत्यंत जवळ १४३७५ स्के. फूट कारपेट एरिया व सर्व सोयींनी युक्त असलेले गोडावून भाडे तत्वावर देणे आहे. bbox=[1092, 53, 1493, 106]
list-item[interactable] bbox=[12, 862, 201, 997]
fastnews-title: त्रिभाषा सूत्राला विरोध bbox=[14, 1112, 130, 1130]
qr-panel bbox=[12, 11, 201, 247]
reg-dot bbox=[821, 1796, 833, 1808]
lead-col-2-text bbox=[538, 536, 851, 721]
topright-headline: प्राजक्त तनपुरे यांची माघार, पवारांना धक्का bbox=[1220, 408, 1471, 468]
paragraph: पोलिस अधीक्षकांनी सांगितले की, गुन्हेगारांवर कडक कारवाई करण्यात येईल. विशेष पथकांची स्थापना करून आरोपींचा शोध घेतला जात आहे. जिल्ह्यात शांतता राखण्याचे आवाहन करण्यात आले आहे. bbox=[1360, 906, 1504, 977]
ekmat-logo-icon bbox=[94, 23, 119, 49]
cartoon-head-icon bbox=[135, 1358, 167, 1390]
paragraph: बारामती विधानसभा मतदारसंघाच्या पोटनिवडणुकीत शरद पवार यांच्या राष्ट्रवादीकडून अखेरच्या क्षणी माघार घेतल्याने राजकीय वर्तुळात उलथापालथ झाली आहे. प्राजक्त तनपुरे यांनी पोटनिवडणूक लढवणार नसल्याचे जाहीर केले असून, ऐनवेळी गोविंद मोकाटे यांना उमेदवारी देण्यात आली आहे. bbox=[1188, 537, 1342, 638]
fastnews-body: मनाली : सिक्कीममध्ये मंगन जिल्ह्यातील लाचेन-चुंगथांग रस्ता खचल्याने चाळीसहून अधिक रस्ता सुरळीत होण्याच्या मार्गावर आहे. यामुळे सुमारे ८०० पर्यटक अडकून पडले आहेत. सोमवारी पुन्हा उत्तरेकडील भागात वादळी पावसाची शक्यता वर्तवली असून, रस्त्याच्या कामासाठी जिल्हा प्रशासनाने तातडी व पुनर्उभारणी रस्ता तातुर्ता बंद केल्याची माहिती दिली आहे. आणि अधिकाऱ्यांनी सांगितले. प्रतिकूल हवामान असतानाही बचाव पथके आणि स्थानिक प्रशासनाकडून मदत दिली आहे. bbox=[14, 495, 199, 609]
price-line: कार्बोप्लॅटिन : bbox=[396, 1644, 442, 1655]
ad-footer: इच्छुक व्यक्तींनी खालील नंबर वर संपर्क करावा. bbox=[1197, 117, 1388, 131]
paper-name: एकमत bbox=[538, 39, 744, 133]
dateline: नांदेड : प्रतिनिधी bbox=[676, 825, 729, 837]
reg-dot bbox=[683, 1796, 695, 1808]
sep-3: | bbox=[283, 262, 288, 276]
paragraph: या आधी अमेरिकेच्या राष्ट्राध्यक्ष ट्रम्प यांनी स्पष्ट केले होते की, अमेरिका इराणशी कोणत्याही अटीशिवाय चर्चेस तयार आहे. या प्रस्तावाला इराणने होर्मुझची सामुद्रधुनी खुली केली नाही तर मोठ्या लष्करी कारवाईला सामोरे जावे लागेल. bbox=[538, 677, 852, 719]
topright-kicker: ऐनवेळी गोविंद मोकाटे यांना उमेदवारी bbox=[1251, 497, 1441, 513]
paragraph: इराणच्या अधिकाऱ्यांनी होर्मुझच्या सामुद्रधुनीत क्षेपणास्त्र आणि ड्रोन हल्ल्यांच्या नुकसानाबाबत दिल्याचित्रात होर्मुझ येथून खुले जाणार नाही असे सांगितले. दरम्यान आता झालेले या खुल्या हल्ल्यानंतर नमूद करण्यात आली आहे. मात्र, इराणने हा प्रस्ताव धुडकावून लावला. bbox=[858, 502, 1172, 544]
place-label: नांदेड bbox=[18, 264, 42, 277]
cartoon-body-shape bbox=[39, 1392, 85, 1455]
paragraph: कर्करोगावरील औषधे आधीच महाग असून त्यात आणखी वाढ झाल्यास सामान्य रुग्णांना उपचार घेणे अवघड होणार आहे. bbox=[215, 1697, 389, 1738]
reg-dot bbox=[801, 1796, 813, 1808]
nanded-photos bbox=[737, 824, 1353, 945]
paragraph: युद्धामुळे देशाचे पुरवठा विस्कळीत झाला आहे. त्यामुळे केंद्र सरकारचाच नागरिकांकडून इंधन आणि गॅस साठवण्यात भर दिला जात आहे. तो घाबरून जाण्याचे कारण नाही, असेही त्यांनी स्पष्ट केले. bbox=[208, 1024, 382, 1080]
fastnews-title: ८०० पर्यटक अडकले bbox=[14, 476, 124, 493]
reg-dot bbox=[703, 1796, 715, 1808]
lead-subhead-right: पाकचा प्रस्ताव इराणने धुडकावला bbox=[366, 348, 615, 372]
page-title: होर्मुझ खुली करण्यास नकार bbox=[208, 288, 1172, 339]
sep-5: | bbox=[401, 262, 405, 276]
paragraph: भाजपचे आमदार शिवाजी संचालनालयाकडून bbox=[1349, 587, 1499, 599]
main-column bbox=[208, 288, 1504, 1788]
court-building-photo bbox=[367, 1160, 510, 1273]
kerosene-col-b bbox=[390, 824, 563, 1112]
cancer-headline: कॅन्सर औषधांच्या किमतीत ५० टक्के वाढ? bbox=[593, 1469, 1120, 1509]
paragraph: मुख्यमंत्री देवेंद्र फडणवीस यांनी तनपुरे यांना फोन करून चर्चा केल्याचे समजते. यानंतर काही तासांतच तनपुरे यांनी माघार घेतल्याने राजकीय वर्तुळात चर्चांना उधाण आले आहे. bbox=[1188, 647, 1342, 704]
